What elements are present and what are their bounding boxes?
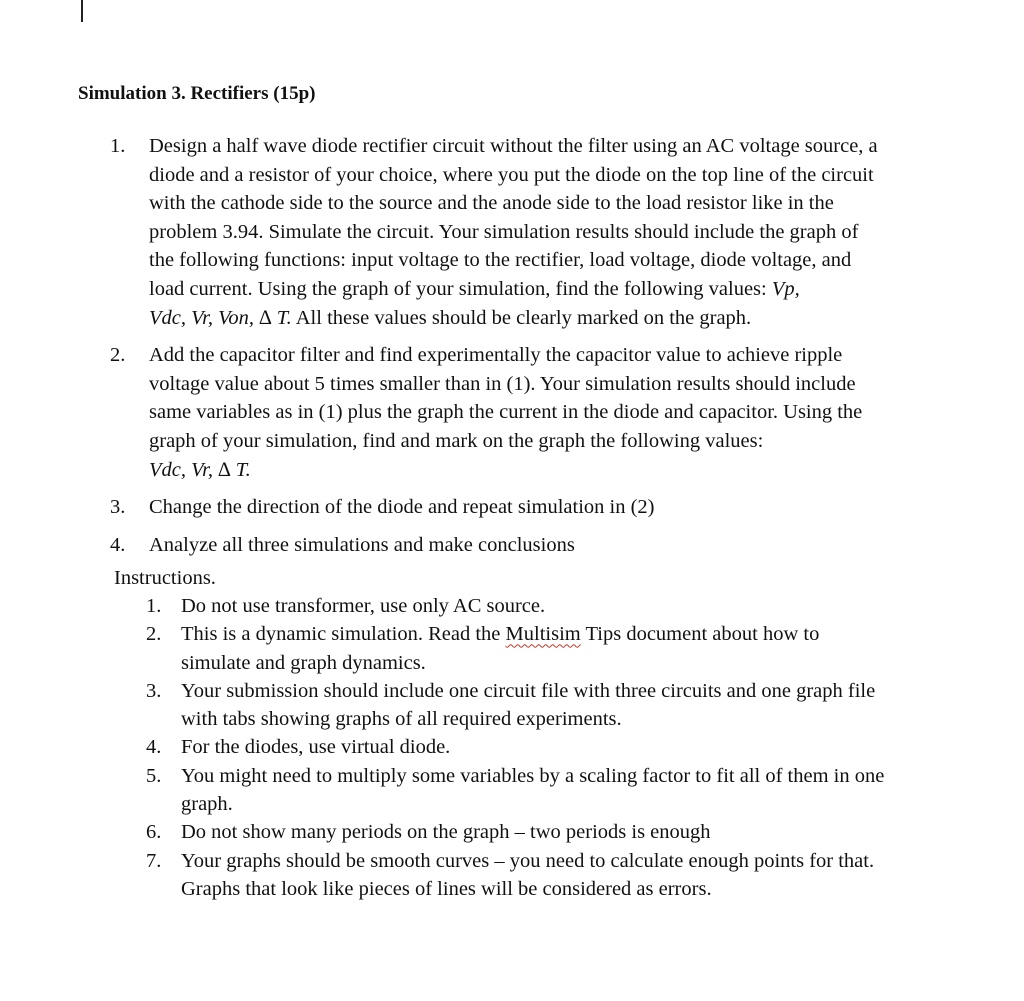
task-number: 2. [110, 344, 126, 367]
task-item-1 [110, 132, 970, 332]
instruction-line [181, 620, 976, 648]
instruction-number: 7. [146, 849, 162, 872]
instruction-number: 3. [146, 679, 162, 702]
instruction-number: 2. [146, 623, 162, 646]
task-line: with the cathode side to the source and the anode side to the load resistor like in the [149, 192, 834, 215]
instruction-item-5 [146, 762, 976, 819]
instruction-text: This is a dynamic simulation. Read the [181, 623, 506, 646]
instruction-line: Graphs that look like pieces of lines will be considered as errors. [181, 877, 712, 900]
instructions-heading: Instructions. [114, 567, 216, 589]
instruction-line: You might need to multiply some variables by a scaling factor to fit all of them in one [181, 764, 885, 787]
task-line: the following functions: input voltage to the rectifier, load voltage, diode voltage, and [149, 249, 852, 272]
task-line: Design a half wave diode rectifier circuit without the filter using an AC voltage source, a [149, 135, 878, 157]
math-values: Vdc, Vr, Von, ∆ T. [149, 306, 292, 329]
instruction-number: 6. [146, 821, 162, 844]
task-line: same variables as in (1) plus the graph the current in the diode and capacitor. Using the [149, 401, 863, 424]
task-line: voltage value about 5 times smaller than in (1). Your simulation results should include [149, 372, 856, 395]
task-line [149, 275, 970, 304]
instruction-line: Your graphs should be smooth curves – you need to calculate enough points for that. [181, 849, 875, 872]
task-line: diode and a resistor of your choice, where you put the diode on the top line of the circuit [149, 163, 874, 186]
task-line: Change the direction of the diode and repeat simulation in (2) [149, 496, 655, 519]
instruction-number: 1. [146, 595, 162, 617]
task-line: Analyze all three simulations and make conclusions [149, 533, 575, 556]
instruction-line: Your submission should include one circuit file with three circuits and one graph file [181, 679, 876, 702]
task-line: Add the capacitor filter and find experimentally the capacitor value to achieve ripple [149, 344, 843, 367]
task-text: load current. Using the graph of your simulation, find the following values: [149, 277, 767, 300]
instruction-item-3 [146, 677, 976, 734]
task-text: All these values should be clearly marked on the graph. [295, 306, 752, 329]
instruction-text: Tips document about how to [580, 623, 820, 646]
task-line [149, 304, 970, 333]
spellcheck-word[interactable]: Multisim [505, 623, 581, 646]
instruction-line: with tabs showing graphs of all required experiments. [181, 708, 622, 731]
instruction-item-6 [146, 818, 976, 846]
task-list [110, 132, 970, 568]
instruction-number: 4. [146, 736, 162, 759]
instruction-item-1 [146, 592, 976, 620]
instruction-line: Do not use transformer, use only AC source. [181, 595, 546, 617]
text-cursor [81, 0, 83, 22]
instruction-line: Do not show many periods on the graph – two periods is enough [181, 821, 711, 844]
instruction-item-4 [146, 733, 976, 761]
task-line: problem 3.94. Simulate the circuit. Your simulation results should include the graph of [149, 220, 859, 243]
instruction-item-2 [146, 620, 976, 677]
task-line: graph of your simulation, find and mark on the graph the following values: [149, 429, 764, 452]
instruction-line: graph. [181, 793, 233, 816]
instruction-item-7 [146, 847, 976, 904]
section-title: Simulation 3. Rectifiers (15p) [78, 83, 316, 104]
task-item-2 [110, 341, 970, 484]
task-number: 4. [110, 533, 126, 556]
task-item-3 [110, 493, 970, 522]
math-vp: Vp, [771, 277, 800, 300]
task-item-4 [110, 531, 970, 560]
instruction-line: simulate and graph dynamics. [181, 651, 426, 674]
instruction-line: For the diodes, use virtual diode. [181, 736, 451, 759]
instruction-number: 5. [146, 764, 162, 787]
instructions-list [146, 592, 976, 903]
task-number: 1. [110, 135, 126, 157]
task-number: 3. [110, 496, 126, 519]
math-values: Vdc, Vr, ∆ T. [149, 458, 251, 481]
